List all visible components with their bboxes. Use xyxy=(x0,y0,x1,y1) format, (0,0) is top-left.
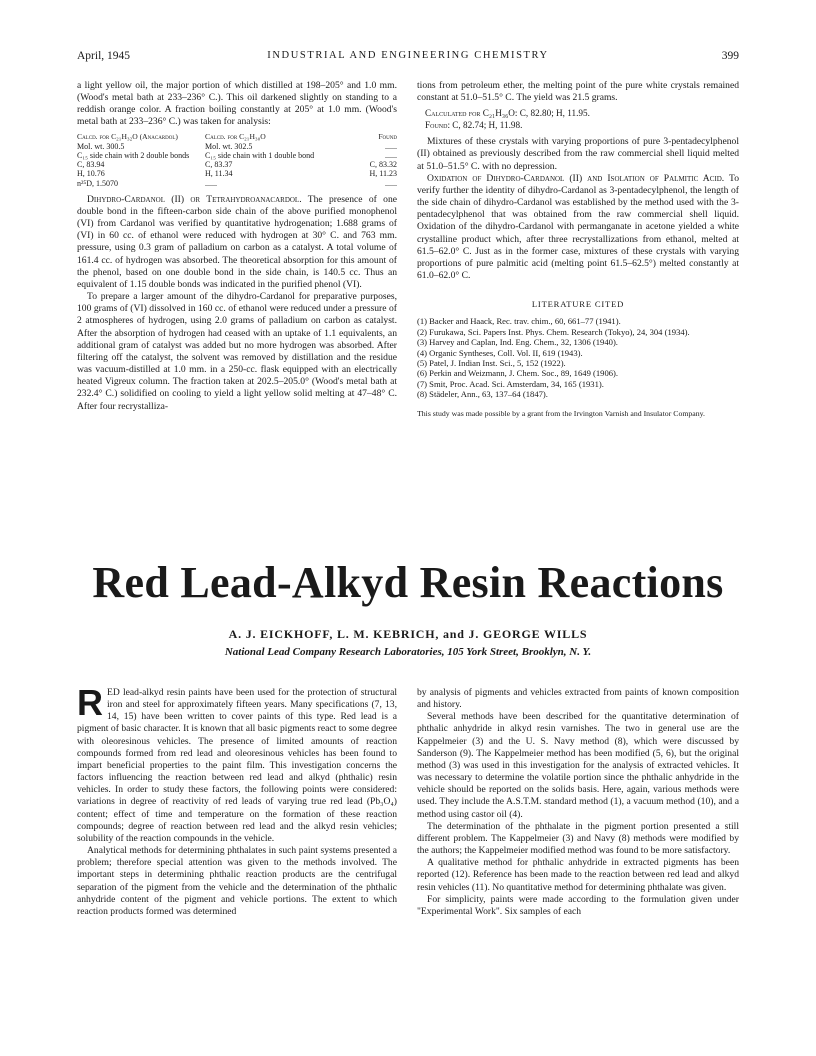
header-journal: INDUSTRIAL AND ENGINEERING CHEMISTRY xyxy=(267,50,549,61)
table-cell: H, 11.23 xyxy=(369,169,397,179)
reference-item: (3) Harvey and Caplan, Ind. Eng. Chem., 32, 1306 (1940). xyxy=(417,337,618,348)
header-date: April, 1945 xyxy=(77,50,131,62)
analysis-table xyxy=(77,132,397,188)
table-row xyxy=(77,151,397,160)
table-cell: C, 83.32 xyxy=(369,160,397,170)
table-cell: H, 10.76 xyxy=(77,169,105,179)
table-header: Calcd. for C₂₁H₃₂O (Anacardol) xyxy=(77,131,178,141)
calculated-values: C, 82.80; H, 11.95. xyxy=(517,108,590,119)
paragraph: Several methods have been described for the quantitative determination of phthalic anhydride in alkyd resin varnishes. The two in general use are the Kappelmeier (3) and the U. S. Navy method (8), which were discussed by Sanderson (9). The Kappelmeier method has been modified (5, 6), but the original method (3) was used in this investigation for the analysis of extracted vehicles. It was necessary to determine the volatile portion since the phthalic anhydride in the vehicle should be reported on the solids basis. Here, again, various methods were used. They include the A.S.T.M. standard method (1), a vacuum method (10), and a method using castor oil (4). xyxy=(417,711,739,820)
article-title: Red Lead-Alkyd Resin Reactions xyxy=(92,558,724,607)
section-heading: Dihydro-Cardanol (II) or Tetrahydroanacardol. xyxy=(87,193,302,205)
paragraph: Analytical methods for determining phthalates in such paint systems presented a problem; therefore special attention was given to the methods involved. The important steps in determining phthalic reaction products are the centrifugal separation of the pigment from the vehicle and the determination of the phthalic anhydride content of the pigment and vehicle portions. The extent to which reaction products formed was determined xyxy=(77,845,397,917)
table-cell: H, 11.34 xyxy=(205,169,233,179)
paragraph xyxy=(77,194,397,291)
top-right-column xyxy=(417,80,739,419)
found-line xyxy=(425,120,739,132)
reference-item: (2) Furukawa, Sci. Papers Inst. Phys. Chem. Research (Tokyo), 24, 304 (1934). xyxy=(417,326,690,337)
table-cell: n²⁵D, 1.5070 xyxy=(77,178,118,188)
table-row xyxy=(77,142,397,151)
table-cell: ...... xyxy=(385,141,397,151)
acknowledgment: This study was made possible by a grant from the Irvington Varnish and Insulator Company. xyxy=(417,408,706,418)
calculated-label: Calculated for C₂₁H₃₆O: xyxy=(425,108,518,119)
top-left-column xyxy=(77,80,397,413)
paragraph: For simplicity, paints were made according to the formulation given under "Experimental Work". Six samples of each xyxy=(417,893,739,917)
drop-cap: R xyxy=(77,682,103,723)
reference-item: (7) Smit, Proc. Acad. Sci. Amsterdam, 34, 165 (1931). xyxy=(417,378,604,389)
reference-item: (8) Städeler, Ann., 63, 137–64 (1847). xyxy=(417,389,548,400)
table-cell: C, 83.37 xyxy=(205,160,233,170)
reference-item: (6) Perkin and Weizmann, J. Chem. Soc., 89, 1649 (1906). xyxy=(417,368,619,379)
table-header-row xyxy=(77,132,397,142)
paragraph: The determination of the phthalate in the pigment portion presented a still different problem. The Kappelmeier (3) and Navy (8) methods were modified by the authors; the Kappelmeier modified method was found to be more satisfactory. xyxy=(417,820,739,857)
table-row xyxy=(77,160,397,169)
table-header: Found xyxy=(378,131,397,141)
paragraph: Mixtures of these crystals with varying proportions of pure 3-pentadecylphenol (II) obtained as previously described from the raw commercial shell liquid melted at 51.0–51.5° C. with no depression. xyxy=(417,136,739,172)
table-cell: C, 83.94 xyxy=(77,160,105,170)
analysis-results xyxy=(425,108,739,131)
table-cell: ...... xyxy=(385,178,397,188)
bottom-left-column xyxy=(77,682,397,918)
paragraph: a light yellow oil, the major portion of which distilled at 198–205° and 1.0 mm. (Wood's metal bath at 233–236° C.). This oil darkened slightly on standing to a reddish orange color. A fraction boiling constantly at 205° at 1.0 mm. (Wood's metal bath at 233–236° C.) was taken for analysis: xyxy=(77,80,397,128)
reference-item: (5) Patel, J. Indian Inst. Sci., 5, 152 (1922). xyxy=(417,357,566,368)
paragraph xyxy=(77,682,397,845)
paragraph: To prepare a larger amount of the dihydro-Cardanol for preparative purposes, 100 grams of (VI) dissolved in 160 cc. of ethanol were reduced under a pressure of 2 atmospheres of hydrogen, using 2.0 grams of palladium on carbon as catalyst. After the absorption of hydrogen had ceased with an uptake of 1.1 equivalents, an additional gram of catalyst was added but no more hydrogen was absorbed. After filtering off the catalyst, the solvent was removed by distillation and the residue was vacuum-distilled at 1.0 mm. in a 250-cc. flask equipped with an electrically heated Vigreux column. The fraction taken at 202.5–205.0° (Wood's metal bath at 232.4° C.) solidified on cooling to yield a light yellow solid melting at 47–48° C. After four recrystalliza- xyxy=(77,291,397,412)
calculated-line xyxy=(425,108,739,120)
article-affiliation: National Lead Company Research Laboratories, 105 York Street, Brooklyn, N. Y. xyxy=(224,646,592,658)
found-values: C, 82.74; H, 11.98. xyxy=(450,119,523,130)
article-authors: A. J. EICKHOFF, L. M. KEBRICH, and J. GEORGE WILLS xyxy=(228,627,588,641)
table-cell: Mol. wt. 300.5 xyxy=(77,141,125,151)
reference-list xyxy=(417,316,739,399)
table-row xyxy=(77,179,397,188)
table-cell: Mol. wt. 302.5 xyxy=(205,141,253,151)
table-cell: C₁₅ side chain with 2 double bonds xyxy=(77,151,190,161)
section-heading: Oxidation of Dihydro-Cardanol (II) and Isolation of Palmitic Acid. xyxy=(427,172,725,184)
found-label: Found: xyxy=(425,119,450,130)
literature-cited-heading: LITERATURE CITED xyxy=(531,299,625,310)
table-cell: ...... xyxy=(385,151,397,161)
paragraph-text: The presence of one double bond in the fifteen-carbon side chain of the above purified monophenol (VI) from Cardanol was verified by quantitative hydrogenation; 1.688 grams of (VI) in 60 cc. of ethanol were reduced with hydrogen at 30° C. and 763 mm. pressure, using 0.3 gram of palladium on carbon as a catalyst. A total volume of 161.4 cc. of hydrogen was absorbed. The theoretical absorption for this amount of the phenol, based on one double bond in the side chain, is 140.5 cc. Thus an equivalent of 1.15 double bonds was indicated in the purified phenol (VI). xyxy=(77,193,398,290)
table-cell: C₁₅ side chain with 1 double bond xyxy=(205,151,315,161)
reference-item: (1) Backer and Haack, Rec. trav. chim., 60, 661–77 (1941). xyxy=(417,316,621,327)
paragraph: A qualitative method for phthalic anhydride in extracted pigments has been reported (12). Reference has been made to the reaction between red lead and alkyd resin vehicles (11). No quantitative method for determining phthalate was given. xyxy=(417,857,739,893)
paragraph xyxy=(417,173,739,282)
table-header: Calcd. for C₂₁H₃₀O xyxy=(205,131,266,141)
paragraph-text: ED lead-alkyd resin paints have been used for the protection of structural iron and steel for approximately fifteen years. Many specifications (7, 13, 14, 15) have been written to cover paints of this type. Red lead is a pigment of basic character. It is known that all basic pigments react to some degree with oleoresinous vehicles. The presence of limited amounts of reaction compounds formed from red lead and oleoresinous vehicles has been found to impart beneficial properties to the paint film. This investigation concerns the factors influencing the reaction between red lead and alkyd (phthalic) resin vehicles. In order to study these factors, the following points were considered: variations in degree of reactivity of red leads of varying true red lead (Pb₃O₄) content; effect of time and temperature on the formation of these reaction compounds; degree of reaction between red lead and the alkyd resin vehicles; solubility of the reaction compounds in the vehicle. xyxy=(77,687,397,844)
header-page-number: 399 xyxy=(721,50,739,62)
paragraph: tions from petroleum ether, the melting point of the pure white crystals remained constant at 51.0–51.5° C. The yield was 21.5 grams. xyxy=(417,80,739,104)
paragraph-text: To verify further the identity of dihydro-Cardanol as 3-pentadecylphenol, the length of the side chain of dihydro-Cardanol was established by the method used with the 3-pentadecylphenol that was obtained from the raw commercial shell liquid. Oxidation of the dihydro-Cardanol with permanganate in acetone yielded a white crystalline product which, after three recrystallizations from ethanol, melted at 61.5–62.0° C. Just as in the former case, mixtures of these crystals with varying proportions of pure palmitic acid (melting point 61.5–62.5°) melted constantly at 61.0–62.0° C. xyxy=(417,172,739,282)
paragraph: by analysis of pigments and vehicles extracted from paints of known composition and history. xyxy=(417,687,739,711)
reference-item: (4) Organic Syntheses, Coll. Vol. II, 619 (1943). xyxy=(417,347,583,358)
bottom-right-column xyxy=(417,687,739,918)
table-cell: ...... xyxy=(205,178,217,188)
table-row xyxy=(77,169,397,178)
running-header xyxy=(77,50,739,66)
